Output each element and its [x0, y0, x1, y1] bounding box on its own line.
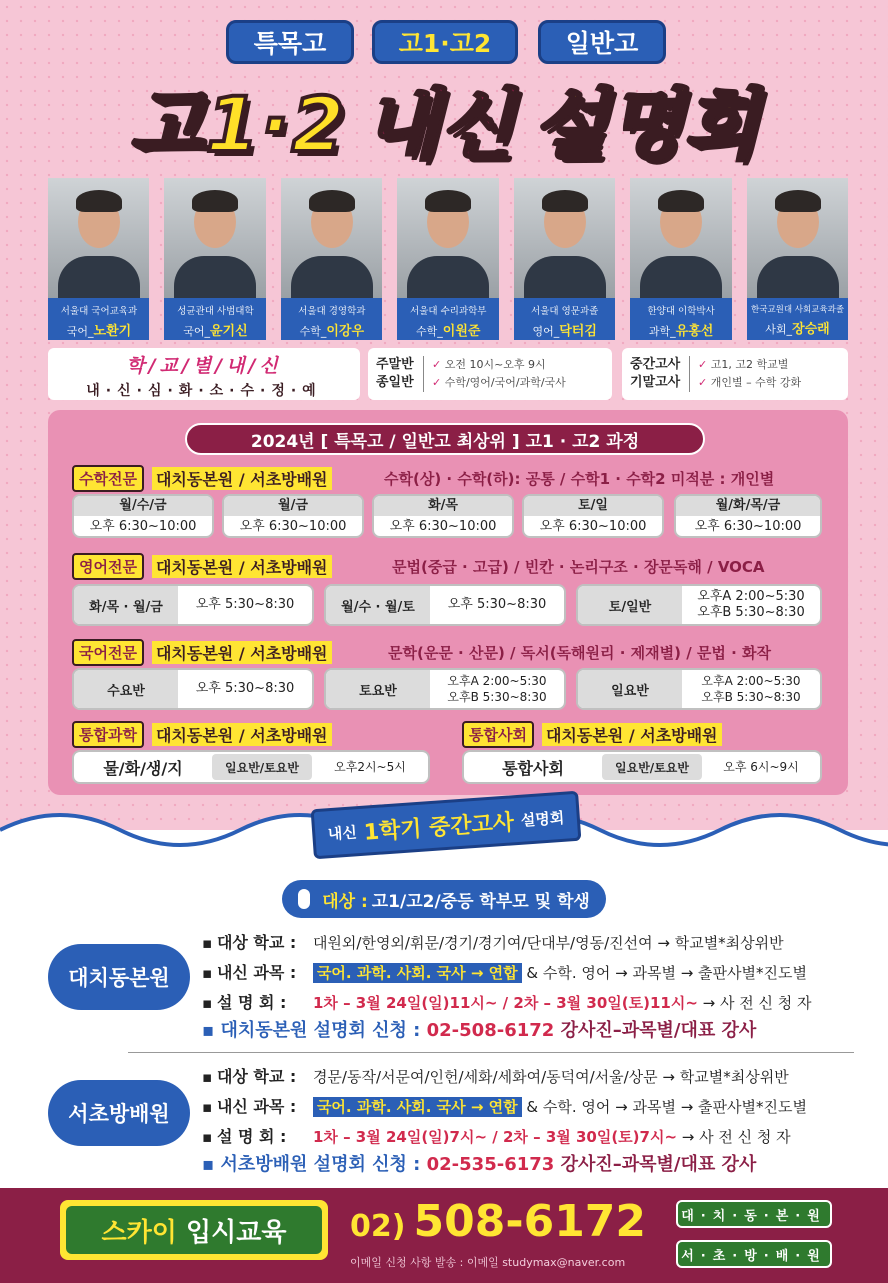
english-card: [72, 584, 314, 626]
allday-label: 종일반: [376, 375, 414, 390]
section-divider: [128, 1052, 854, 1053]
apply-label: 대치동본원 설명회 신청 :: [220, 1020, 427, 1041]
teacher-card: [747, 178, 848, 340]
korean-card: [72, 668, 314, 710]
title-briefing: 설명회: [533, 79, 760, 169]
branch-daechi-button[interactable]: 대·치·동·본·원: [676, 1200, 832, 1228]
apply-phone: 02-535-6173: [426, 1154, 555, 1175]
microphone-icon: [298, 889, 310, 909]
detail-key: 대상 학교 :: [216, 933, 297, 952]
social-tag: 통합사회: [462, 721, 534, 748]
detail-value: → 사 전 신 청 자: [697, 994, 812, 1012]
ribbon-c: 설명회: [520, 808, 565, 830]
detail-highlight: 국어. 과학. 사회. 국사 → 연합: [313, 963, 522, 983]
teacher-card: [48, 178, 149, 340]
teacher-school: 한국교원대 사회교육과졸: [751, 305, 845, 315]
math-header: [72, 466, 332, 490]
class-day: 토요반: [326, 670, 430, 708]
science-header: [72, 722, 332, 746]
weekend-subjects: 수학/영어/국어/과학/국사: [444, 376, 566, 389]
class-time: 오후2시~5시: [334, 760, 406, 774]
social-subject: 통합사회: [502, 758, 564, 778]
school-tag-sub: 내·신·심·화·소·수·정·예: [86, 383, 322, 399]
teacher-card: [514, 178, 615, 340]
midterm-box: [622, 348, 848, 400]
title-naesin: 내신: [364, 79, 516, 169]
course-banner-text: 2024년 [ 특목고 / 일반고 최상위 ] 고1 · 고2 과정: [250, 431, 640, 452]
target-bar: [282, 880, 606, 918]
teacher-subject: 영어_: [532, 325, 560, 338]
korean-subjects: 문학(운문 · 산문) / 독서(독해원리 · 제재별) / 문법 · 화작: [388, 644, 772, 662]
weekend-label: 주말반: [376, 357, 414, 372]
teacher-subject: 국어_: [66, 325, 94, 338]
teacher-card: [164, 178, 265, 340]
english-card: [324, 584, 566, 626]
ribbon-b: 1학기 중간고사: [362, 809, 515, 846]
pill-general-high: 일반고: [538, 20, 666, 64]
detail-key: 설 명 회 :: [216, 993, 287, 1012]
detail-key: 대상 학교 :: [216, 1067, 297, 1086]
apply-rest: 강사진–과목별/대표 강사: [554, 1154, 757, 1175]
pill-special-high: 특목고: [226, 20, 354, 64]
class-time-b: 오후B 5:30~8:30: [697, 605, 805, 620]
check-icon: ✓: [698, 358, 708, 371]
class-day: 일요반/토요반: [212, 754, 312, 780]
class-day: 일요반: [578, 670, 682, 708]
teacher-school: 성균관대 사범대학: [177, 306, 254, 317]
class-day: 토/일: [524, 496, 662, 516]
daechi-schools: ▪ 대상 학교 : 대원외/한영외/휘문/경기/경기여/단대부/영동/진선여 → 학교별*최상위반: [202, 930, 862, 953]
detail-value: → 사 전 신 청 자: [677, 1128, 791, 1146]
math-card: [222, 494, 364, 538]
apply-phone: 02-508-6172: [426, 1020, 555, 1041]
class-time: 오후 5:30~8:30: [447, 597, 547, 612]
class-day: 월/수 · 월/토: [326, 586, 430, 624]
english-subjects: 문법(중급 · 고급) / 빈칸 · 논리구조 · 장문독해 / VOCA: [392, 558, 765, 576]
teacher-photo: [630, 178, 731, 298]
class-time: 오후 5:30~8:30: [195, 681, 295, 696]
school-tag-box: [48, 348, 360, 400]
seocho-badge: 서초방배원: [48, 1080, 190, 1146]
brand-logo: [60, 1200, 328, 1260]
korean-card: [576, 668, 822, 710]
daechi-apply: ▪ 대치동본원 설명회 신청 : 02-508-6172 강사진–과목별/대표 강사: [202, 1020, 757, 1041]
teacher-photo: [164, 178, 265, 298]
teacher-name: 이강우: [326, 324, 365, 339]
class-time: 오후 6시~9시: [723, 760, 799, 774]
teacher-photo: [281, 178, 382, 298]
math-card: [522, 494, 664, 538]
teacher-subject: 과학_: [648, 325, 676, 338]
korean-tag: 국어전문: [72, 639, 144, 666]
science-campus: 대치동본원 / 서초방배원: [152, 723, 332, 746]
class-day: 일요반/토요반: [602, 754, 702, 780]
class-day: 화/목 · 월/금: [74, 586, 178, 624]
apply-label: 서초방배원 설명회 신청 :: [220, 1154, 427, 1175]
school-tag-title: 학/교/별/내/신: [126, 355, 282, 377]
class-day: 월/수/금: [74, 496, 212, 516]
phone-area: 02): [350, 1209, 406, 1244]
science-subject: 물/화/생/지: [103, 758, 183, 778]
branch-seocho-button[interactable]: 서·초·방·배·원: [676, 1240, 832, 1268]
teacher-card: [281, 178, 382, 340]
teacher-school: 서울대 영문과졸: [531, 306, 599, 317]
logo-edu: 입시교육: [185, 1217, 287, 1248]
teacher-card: [630, 178, 731, 340]
teacher-name: 닥터김: [559, 324, 597, 339]
teacher-photo: [747, 178, 848, 298]
seocho-apply: ▪ 서초방배원 설명회 신청 : 02-535-6173 강사진–과목별/대표 강사: [202, 1154, 757, 1175]
teacher-name: 노환기: [93, 324, 132, 339]
detail-value: & 수학. 영어 → 과목별 → 출판사별*진도별: [526, 1098, 807, 1116]
math-subjects: 수학(상) · 수학(하): 공통 / 수학1 · 수학2 미적분 : 개인별: [384, 470, 775, 488]
detail-highlight: 국어. 과학. 사회. 국사 → 연합: [313, 1097, 522, 1117]
teacher-subject: 사회_: [765, 323, 793, 336]
class-time: 오후 6:30~10:00: [389, 519, 497, 534]
target-label: 대상 :: [322, 891, 368, 912]
weekend-box: [368, 348, 612, 400]
class-time: 오후 6:30~10:00: [539, 519, 647, 534]
math-card: [72, 494, 214, 538]
class-day: 화/목: [374, 496, 512, 516]
detail-value: 경문/동작/서문여/인헌/세화/세화여/동덕여/서울/상문 → 학교별*최상위반: [312, 1068, 789, 1086]
teacher-list: [48, 178, 848, 340]
teacher-photo: [48, 178, 149, 298]
final-label: 기말고사: [630, 375, 681, 390]
detail-value: 1차 – 3월 24일(일)11시~ / 2차 – 3월 30일(토)11시~: [312, 994, 698, 1012]
class-day: 월/화/목/금: [676, 496, 820, 516]
teacher-school: 서울대 수리과학부: [410, 306, 487, 317]
class-time: 오후 6:30~10:00: [694, 519, 802, 534]
phone-number: 508-6172: [413, 1196, 647, 1247]
class-time: 오후 6:30~10:00: [239, 519, 347, 534]
teacher-school: 서울대 경영학과: [298, 306, 366, 317]
science-card: [72, 750, 430, 784]
class-day: 월/금: [224, 496, 362, 516]
footer-email: 이메일 신청 사항 발송 : 이메일 studymax@naver.com: [350, 1256, 626, 1269]
class-time-a: 오후A 2:00~5:30: [701, 674, 801, 688]
teacher-name: 윤기신: [209, 324, 248, 339]
teacher-card: [397, 178, 498, 340]
teacher-name: 장승래: [792, 322, 830, 337]
daechi-sessions: ▪ 설 명 회 : 1차 – 3월 24일(일)11시~ / 2차 – 3월 30일(토)11시~ → 사 전 신 청 자: [202, 990, 862, 1013]
detail-key: 내신 과목 :: [216, 963, 297, 982]
target-text: 고1/고2/중등 학부모 및 학생: [371, 891, 590, 912]
math-tag: 수학전문: [72, 465, 144, 492]
teacher-name: 유홍선: [675, 324, 714, 339]
class-time-b: 오후B 5:30~8:30: [701, 690, 801, 704]
korean-header: [72, 640, 332, 664]
daechi-subjects: ▪ 내신 과목 : 국어. 과학. 사회. 국사 → 연합 & 수학. 영어 → 과목별 → 출판사별*진도별: [202, 960, 862, 983]
check-icon: ✓: [432, 376, 442, 389]
english-card: [576, 584, 822, 626]
teacher-subject: 수학_: [299, 325, 327, 338]
teacher-subject: 국어_: [183, 325, 210, 338]
korean-card: [324, 668, 566, 710]
math-campus: 대치동본원 / 서초방배원: [152, 467, 332, 490]
teacher-subject: 수학_: [416, 325, 443, 338]
seocho-subjects: ▪ 내신 과목 : 국어. 과학. 사회. 국사 → 연합 & 수학. 영어 → 과목별 → 출판사별*진도별: [202, 1094, 862, 1117]
midterm-line1: 고1, 고2 학교별: [710, 358, 789, 371]
class-time: 오후 5:30~8:30: [195, 597, 295, 612]
weekend-time: 오전 10시~오후 9시: [444, 358, 546, 371]
teacher-school: 서울대 국어교육과: [60, 306, 138, 317]
teacher-photo: [514, 178, 615, 298]
class-time: 오후 6:30~10:00: [89, 519, 197, 534]
daechi-badge: 대치동본원: [48, 944, 190, 1010]
class-time-b: 오후B 5:30~8:30: [447, 690, 547, 704]
seocho-schools: ▪ 대상 학교 : 경문/동작/서문여/인헌/세화/세화여/동덕여/서울/상문 → 학교별*최상위반: [202, 1064, 862, 1087]
english-campus: 대치동본원 / 서초방배원: [152, 555, 332, 578]
class-day: 수요반: [74, 670, 178, 708]
class-time-a: 오후A 2:00~5:30: [447, 674, 547, 688]
math-card: [674, 494, 822, 538]
social-card: [462, 750, 822, 784]
english-header: [72, 554, 332, 578]
detail-key: 내신 과목 :: [216, 1097, 297, 1116]
teacher-photo: [397, 178, 498, 298]
check-icon: ✓: [698, 376, 708, 389]
footer-phone[interactable]: [350, 1196, 646, 1247]
korean-campus: 대치동본원 / 서초방배원: [152, 641, 332, 664]
english-tag: 영어전문: [72, 553, 144, 580]
class-time-a: 오후A 2:00~5:30: [697, 589, 805, 604]
logo-sky: 스카이: [101, 1217, 177, 1248]
science-tag: 통합과학: [72, 721, 144, 748]
detail-value: 1차 – 3월 24일(일)7시~ / 2차 – 3월 30일(토)7시~: [312, 1128, 678, 1146]
social-header: [462, 722, 722, 746]
midterm-label: 중간고사: [630, 357, 681, 372]
detail-value: 대원외/한영외/휘문/경기/경기여/단대부/영동/진선여 → 학교별*최상위반: [312, 934, 784, 952]
course-banner: [185, 423, 705, 455]
seocho-sessions: ▪ 설 명 회 : 1차 – 3월 24일(일)7시~ / 2차 – 3월 30일(토)7시~ → 사 전 신 청 자: [202, 1124, 862, 1147]
detail-key: 설 명 회 :: [216, 1127, 287, 1146]
ribbon-a: 내신: [327, 822, 358, 843]
midterm-line2: 개인별 – 수학 강화: [710, 376, 802, 389]
main-title: [45, 68, 845, 168]
check-icon: ✓: [432, 358, 442, 371]
apply-rest: 강사진–과목별/대표 강사: [554, 1020, 757, 1041]
class-day: 토/일반: [578, 586, 682, 624]
pill-grade: 고1·고2: [372, 20, 518, 64]
title-grade: 고1·2: [130, 79, 347, 169]
social-campus: 대치동본원 / 서초방배원: [542, 723, 722, 746]
teacher-name: 이원준: [442, 324, 481, 339]
math-card: [372, 494, 514, 538]
teacher-school: 한양대 이학박사: [647, 306, 715, 317]
detail-value: & 수학. 영어 → 과목별 → 출판사별*진도별: [526, 964, 807, 982]
